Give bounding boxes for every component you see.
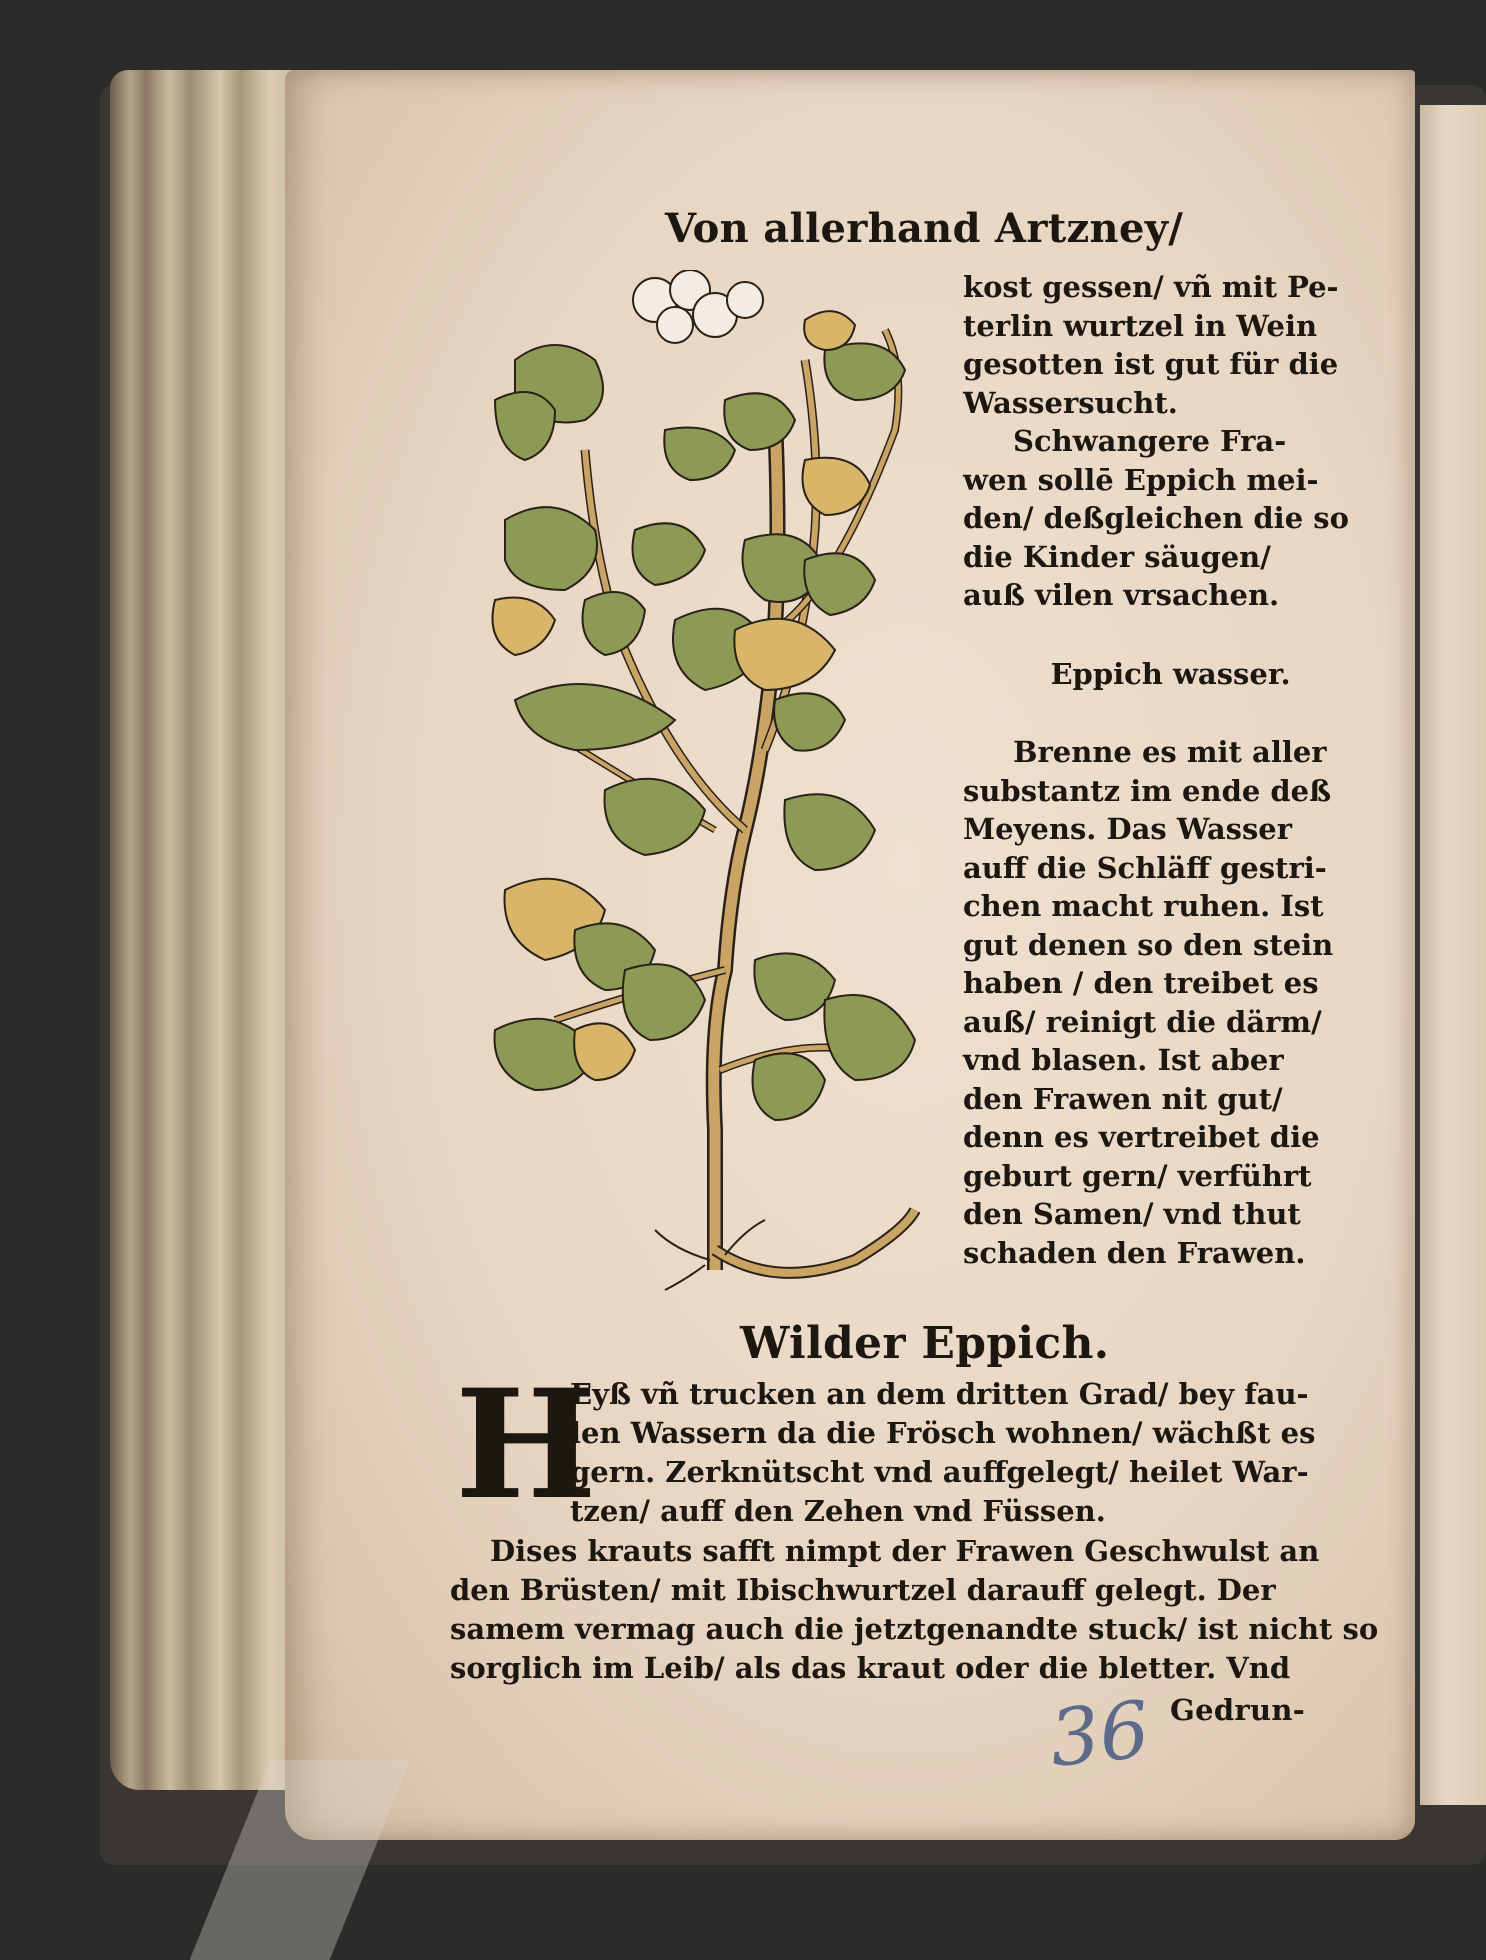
text-line: die Kinder säugen/ xyxy=(963,539,1271,574)
indented-paragraph xyxy=(570,1375,1315,1531)
text-line: kost gessen/ vñ mit Pe- xyxy=(963,270,1339,304)
text-line: Brenne es mit aller xyxy=(1013,735,1327,769)
text-line: den Samen/ vnd thut xyxy=(963,1197,1301,1231)
full-paragraph xyxy=(450,1532,1378,1688)
facing-page-edge xyxy=(1420,105,1486,1805)
text-line: vnd blasen. Ist aber xyxy=(963,1043,1284,1077)
text-line: Wassersucht. xyxy=(963,385,1178,420)
text-line: chen macht ruhen. Ist xyxy=(963,889,1324,923)
text-line: gesotten ist gut für die xyxy=(963,347,1339,381)
text-line: samem vermag auch die jetztgenandte stuck/ ist nicht so xyxy=(450,1612,1379,1646)
section-heading: Wilder Eppich. xyxy=(740,1318,1110,1369)
text-line: den Brüsten/ mit Ibischwurtzel darauff gelegt. Der xyxy=(450,1573,1276,1607)
text-line: den/ deßgleichen die so xyxy=(963,501,1349,535)
text-line: Dises krauts safft nimpt der Frawen Geschwulst an xyxy=(490,1534,1320,1568)
decorated-initial: H xyxy=(455,1357,597,1533)
text-line: auß vilen vrsachen. xyxy=(963,578,1280,612)
text-line: auff die Schläff gestri- xyxy=(963,850,1327,885)
text-line: auß/ reinigt die därm/ xyxy=(963,1004,1322,1039)
text-line: len Wassern da die Frösch wohnen/ wächßt es xyxy=(570,1416,1316,1450)
text-line: wen sollē Eppich mei- xyxy=(963,462,1319,497)
right-text-column xyxy=(963,268,1348,1272)
text-line: den Frawen nit gut/ xyxy=(963,1081,1283,1116)
text-line: Meyens. Das Wasser xyxy=(963,812,1293,846)
folio-number: 36 xyxy=(1045,1685,1154,1785)
catchword: Gedrun- xyxy=(1170,1693,1306,1727)
page-edges xyxy=(110,70,310,1790)
text-line: haben / den treibet es xyxy=(963,966,1319,1000)
running-head: Von allerhand Artzney/ xyxy=(665,205,1184,252)
text-line: tzen/ auff den Zehen vnd Füssen. xyxy=(570,1494,1106,1528)
text-line: Schwangere Fra- xyxy=(1013,424,1287,458)
text-line: substantz im ende deß xyxy=(963,773,1332,808)
text-line: denn es vertreibet die xyxy=(963,1120,1320,1154)
text-line: gut denen so den stein xyxy=(963,927,1334,962)
text-line: schaden den Frawen. xyxy=(963,1235,1306,1270)
text-line: sorglich im Leib/ als das kraut oder die bletter. Vnd xyxy=(450,1651,1291,1685)
plant-woodcut-illustration xyxy=(475,270,955,1310)
text-line: Eyß vñ trucken an dem dritten Grad/ bey fau- xyxy=(570,1377,1309,1411)
text-line: terlin wurtzel in Wein xyxy=(963,308,1318,343)
subheading: Eppich wasser. xyxy=(1050,656,1291,691)
text-line: geburt gern/ verführt xyxy=(963,1158,1312,1193)
text-line: gern. Zerknütscht vnd auffgelegt/ heilet War- xyxy=(570,1455,1309,1489)
